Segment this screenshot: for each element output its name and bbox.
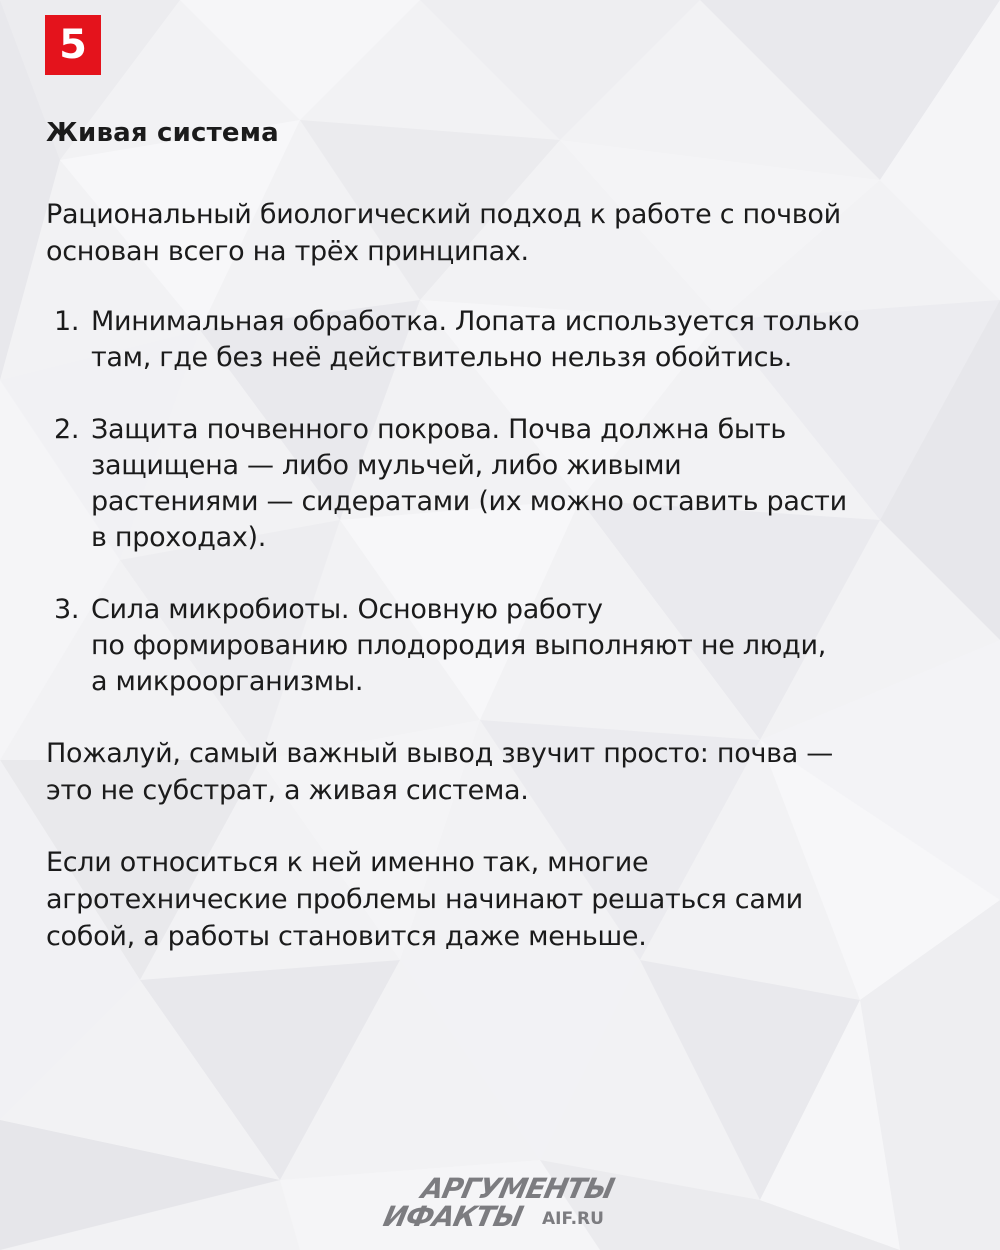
conclusion-paragraph: Пожалуй, самый важный вывод звучит просто: почва — это не субстрат, а живая система.	[46, 738, 833, 806]
principle-number: 1.	[54, 306, 80, 337]
principle-text: Сила микробиоты. Основную работу по формированию плодородия выполняют не люди, а микроорганизмы.	[91, 594, 827, 697]
slide-number-badge: 5	[45, 15, 101, 75]
aif-logo	[380, 1172, 640, 1234]
logo-line-2: ИФАКТЫ	[380, 1200, 526, 1233]
intro-paragraph: Рациональный биологический подход к работе с почвой основан всего на трёх принципах.	[46, 199, 841, 267]
slide-heading: Живая система	[46, 118, 279, 148]
principle-item-2	[54, 412, 954, 556]
principle-item-1	[54, 304, 954, 376]
closing-paragraph: Если относиться к ней именно так, многие агротехнические проблемы начинают решаться сами собой, а работы становится даже меньше.	[46, 847, 803, 952]
principle-text: Защита почвенного покрова. Почва должна быть защищена — либо мульчей, либо живыми растениями — сидератами (их можно оставить расти в проходах).	[91, 414, 847, 553]
principle-item-3	[54, 592, 954, 700]
principle-number: 2.	[54, 414, 80, 445]
logo-site: AIF.RU	[542, 1209, 604, 1229]
principle-text: Минимальная обработка. Лопата используется только там, где без неё действительно нельзя обойтись.	[91, 306, 860, 373]
logo-line-1: АРГУМЕНТЫ	[418, 1172, 617, 1205]
principle-number: 3.	[54, 594, 80, 625]
